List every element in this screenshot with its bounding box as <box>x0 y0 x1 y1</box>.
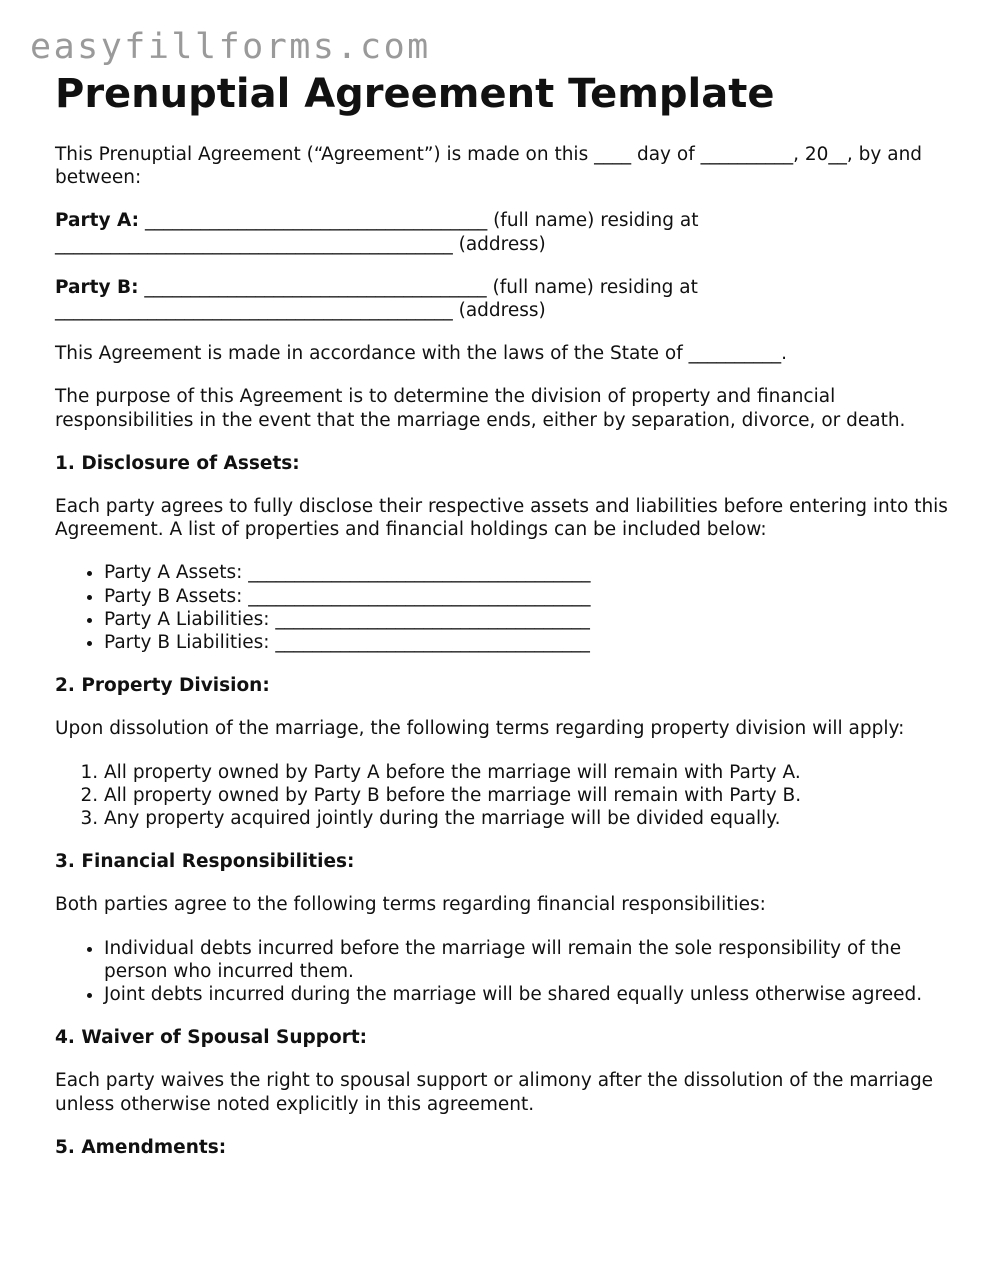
state-clause: This Agreement is made in accordance with the laws of the State of __________. <box>55 343 787 365</box>
list-item: 3. Any property acquired jointly during the marriage will be divided equally. <box>104 807 950 830</box>
list-item: • Individual debts incurred before the marriage will remain the sole responsibility of the person who incurred them. <box>104 937 950 983</box>
section-heading-amendments: 5. Amendments: <box>55 1136 227 1158</box>
list-item: • Party A Liabilities: __________________________________ <box>104 608 950 631</box>
section-body-disclosure: Each party agrees to fully disclose their respective assets and liabilities before entering into this Agreement. A list of properties and financial holdings can be included below: <box>55 496 948 541</box>
list-item: 2. All property owned by Party B before the marriage will remain with Party B. <box>104 784 950 807</box>
party-a-label: Party A: <box>55 210 140 232</box>
property-terms-list <box>55 761 950 831</box>
list-item: • Party B Assets: _____________________________________ <box>104 585 950 608</box>
document-page <box>55 70 950 1159</box>
list-item: 1. All property owned by Party A before the marriage will remain with Party A. <box>104 761 950 784</box>
section-heading-property: 2. Property Division: <box>55 675 270 697</box>
party-b-fields: _____________________________________ (full name) residing at ___________________________________________ (address) <box>55 276 698 322</box>
list-item: • Party B Liabilities: __________________________________ <box>104 631 950 654</box>
section-heading-financial: 3. Financial Responsibilities: <box>55 851 355 873</box>
section-body-financial: Both parties agree to the following terms regarding financial responsibilities: <box>55 894 766 916</box>
site-watermark: easyfillforms.com <box>30 27 431 67</box>
section-heading-disclosure: 1. Disclosure of Assets: <box>55 452 300 474</box>
purpose-paragraph: The purpose of this Agreement is to determine the division of property and financial responsibilities in the event that the marriage ends, either by separation, divorce, or death. <box>55 386 906 431</box>
section-body-waiver: Each party waives the right to spousal support or alimony after the dissolution of the marriage unless otherwise noted explicitly in this agreement. <box>55 1070 934 1115</box>
party-b-line <box>55 276 950 322</box>
list-item: • Party A Assets: _____________________________________ <box>104 561 950 584</box>
party-a-fields: _____________________________________ (full name) residing at ___________________________________________ (address) <box>55 210 699 255</box>
section-heading-waiver: 4. Waiver of Spousal Support: <box>55 1027 368 1049</box>
financial-terms-list <box>55 937 950 1007</box>
asset-list <box>55 561 950 654</box>
section-body-property: Upon dissolution of the marriage, the following terms regarding property division will apply: <box>55 718 905 740</box>
list-item: • Joint debts incurred during the marriage will be shared equally unless otherwise agreed. <box>104 983 950 1006</box>
party-b-label: Party B: <box>55 276 139 298</box>
intro-paragraph: This Prenuptial Agreement (“Agreement”) is made on this ____ day of __________, 20__, by and between: <box>55 144 923 189</box>
party-a-line <box>55 209 950 255</box>
document-title: Prenuptial Agreement Template <box>55 71 775 117</box>
